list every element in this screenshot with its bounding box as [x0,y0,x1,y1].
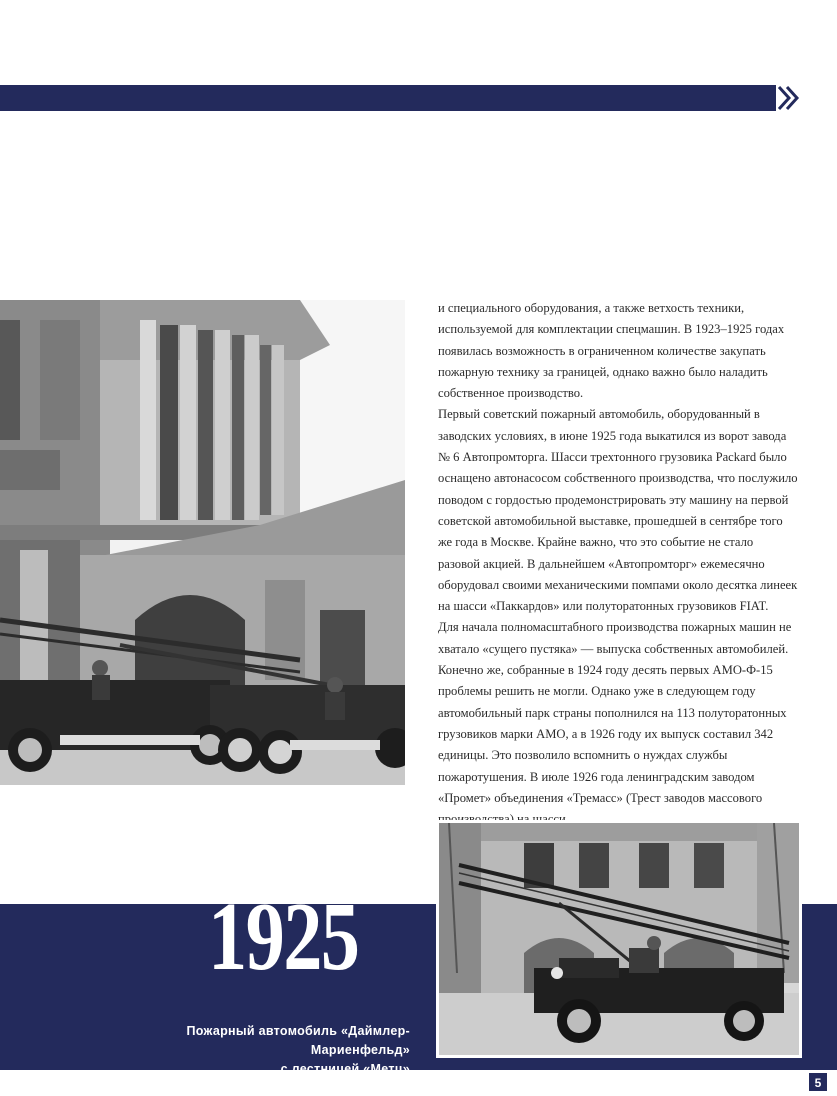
fire-engines-photo [0,300,405,785]
header-band [0,85,802,111]
article-text [438,298,798,830]
double-chevron-right-icon [776,84,806,112]
article-paragraph: Для начала полномасштабного производства пожарных машин не хватало «сущего пустяка» — выпуска собственных автомобилей. Конечно же, собранные в 1924 году десять первых АМО-Ф-15 проблемы решить не могли. Однако уже в следующем году автомобильный парк страны пополнился на 113 полуторатонных грузовиков марки АМО, а в 1926 году их выпуск составил 342 единицы. Это позволило вспомнить о нуждах службы пожаротушения. В июле 1926 года ленинградским заводом «Промет» объединения «Тремасс» (Трест заводов массового [438,620,792,805]
article-paragraph: и специального оборудования, а также ветхость техники, используемой для комплектации спецмашин. В 1923–1925 годах появилась возможность в ограниченном количестве закупать пожарную технику за границей, однако важно было наладить собственное производство. [438,301,785,401]
page-number: 5 [808,1072,828,1092]
photo-caption [90,1022,410,1079]
fire-truck-ladder-photo-frame [436,820,802,1058]
fire-truck-ladder-photo [439,823,799,1055]
article-paragraph: Первый советский пожарный автомобиль, оборудованный в заводских условиях, в июне 1925 года выкатился из ворот завода № 6 Автопромторга. Шасси трехтонного грузовика Packard было оснащено автонасосом собственного производства, что послужило поводом с гордостью продемонстрировать эту машину на первой советской автомобильной выставке, прошедшей в сентябре того же года в Москве. Крайне важно, что это событие не стало разовой акцией. В дальнейшем «Автопромторг» ежемесячно оборудовал своими механическими помпами около десятка линеек на шасси «Паккардов» или полуторатонных грузовиков FIAT. [438,407,798,614]
caption-line: с лестницей «Метц» [280,1062,410,1076]
feature-year: 1925 [208,883,359,991]
caption-line: Пожарный автомобиль «Даймлер-Мариенфельд» [186,1024,410,1057]
